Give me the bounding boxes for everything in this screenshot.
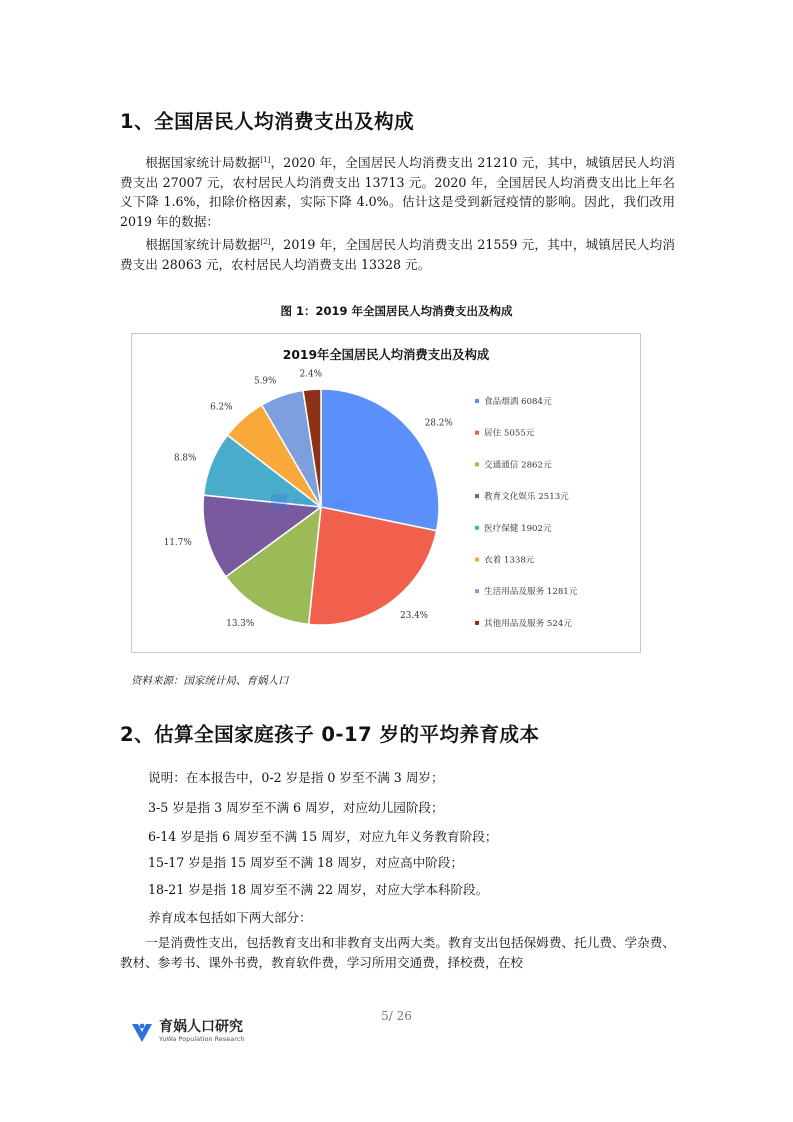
pie-percent-label: 2.4% (299, 369, 322, 380)
page-number: 5/ 26 (381, 1009, 412, 1023)
legend-label: 教育文化娱乐 2513元 (484, 492, 569, 503)
figure-caption: 图 1：2019 年全国居民人均消费支出及构成 (280, 304, 513, 318)
pie-percent-label: 6.2% (210, 402, 233, 413)
paragraph-2019-data: 根据国家统计局数据[2]，2019 年，全国居民人均消费支出 21559 元，其中，城镇居民人均消费支出 28063 元，农村居民人均消费支出 13328 元。 (120, 237, 675, 272)
legend-marker (475, 399, 479, 403)
reference-1[interactable]: [1] (260, 156, 271, 164)
section-heading-2: 2、估算全国家庭孩子 0-17 岁的平均养育成本 (120, 723, 540, 746)
legend-label: 交通通信 2862元 (484, 460, 552, 471)
pie-percent-label: 5.9% (254, 376, 277, 387)
legend-label: 食品烟酒 6084元 (484, 397, 552, 407)
legend-marker (475, 494, 479, 498)
legend-label: 衣着 1338元 (484, 555, 535, 566)
legend-marker (475, 558, 479, 562)
text-line: 说明：在本报告中，0-2 岁是指 0 岁至不满 3 周岁； (148, 770, 444, 785)
pie-percent-label: 11.7% (163, 538, 192, 549)
section-heading-1: 1、全国居民人均消费支出及构成 (120, 110, 415, 133)
pie-percent-label: 23.4% (400, 611, 429, 622)
legend-marker (475, 621, 479, 625)
legend-label: 生活用品及服务 1281元 (484, 587, 578, 598)
footer-logo (130, 1020, 244, 1044)
pie-percent-label: 13.3% (226, 619, 255, 630)
pie-percent-label: 28.2% (424, 418, 453, 429)
paragraph-consumption-expenses: 一是消费性支出，包括教育支出和非教育支出两大类。教育支出包括保姆费、托儿费、学杂费、教材、参考书、课外书费，教育软件费，学习所用交通费，择校费，在校 (120, 935, 675, 970)
yuwa-logo-icon (130, 1020, 154, 1044)
text-line: 18-21 岁是指 18 周岁至不满 22 周岁，对应大学本科阶段。 (148, 882, 489, 897)
text-line: 15-17 岁是指 15 周岁至不满 18 周岁，对应高中阶段； (148, 855, 464, 870)
pie-percent-label: 8.8% (174, 453, 197, 464)
text-line: 养育成本包括如下两大部分： (148, 910, 312, 925)
logo-subtitle: YuWa Population Research (159, 1035, 245, 1043)
legend-marker (475, 431, 479, 435)
watermark-text: 育娲人口研究 (291, 497, 357, 510)
watermark (271, 494, 357, 510)
pie-chart (132, 334, 640, 652)
legend-marker (475, 462, 479, 466)
legend-label: 居住 5055元 (484, 428, 535, 439)
logo-name: 育娲人口研究 (159, 1019, 243, 1035)
figure-source: 资料来源：国家统计局、育娲人口 (131, 675, 289, 687)
legend-marker (475, 526, 479, 530)
chart-container (131, 333, 641, 653)
reference-2[interactable]: [2] (260, 238, 271, 246)
text-line: 3-5 岁是指 3 周岁至不满 6 周岁，对应幼儿园阶段； (148, 800, 444, 815)
paragraph-2020-data: 根据国家统计局数据[1]，2020 年，全国居民人均消费支出 21210 元，其中，城镇居民人均消费支出 27007 元，农村居民人均消费支出 13713 元。2020 年，全国居民人均消费支出比上年名义下降 1.6%，扣除价格因素，实际下降 4.0%。估计这是受到新冠疫情的影响。因此，我们改用 2019 年的数据： (120, 155, 675, 229)
legend-marker (475, 589, 479, 593)
legend-label: 其他用品及服务 524元 (484, 618, 572, 629)
legend-label: 医疗保健 1902元 (484, 523, 552, 534)
text-line: 6-14 岁是指 6 周岁至不满 15 周岁，对应九年义务教育阶段； (148, 829, 498, 844)
chart-title: 2019年全国居民人均消费支出及构成 (282, 348, 490, 362)
